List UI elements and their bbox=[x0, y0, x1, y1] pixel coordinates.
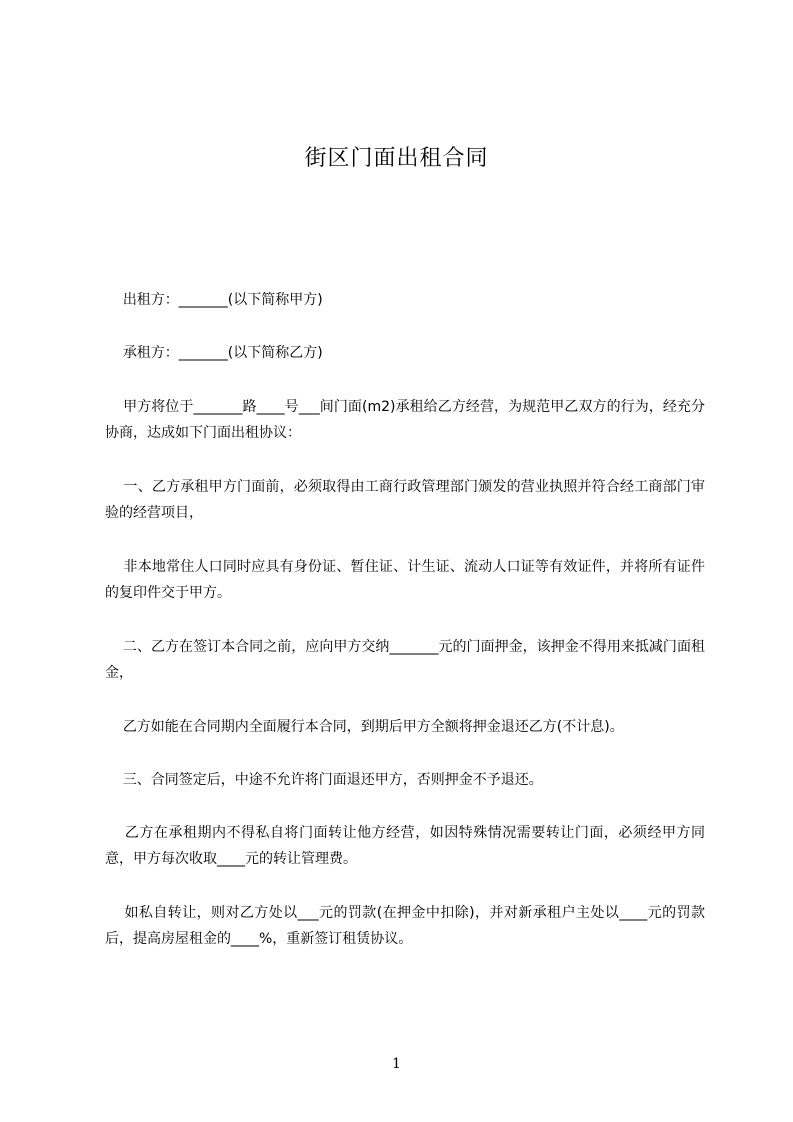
transfer-paragraph: 乙方在承租期内不得私自将门面转让他方经营，如因特殊情况需要转让门面，必须经甲方同意，甲方每次收取____元的转让管理费。 bbox=[105, 825, 705, 867]
intro-paragraph: 甲方将位于_______路____号___间门面(m2)承租给乙方经营，为规范甲乙双方的行为，经充分协商，达成如下门面出租协议： bbox=[105, 399, 706, 441]
lessor-line: 出租方：_______(以下简称甲方) bbox=[105, 292, 323, 308]
clause-2-refund-paragraph: 乙方如能在合同期内全面履行本合同，到期后甲方全额将押金退还乙方(不计息)。 bbox=[105, 719, 624, 735]
clause-1-paragraph: 一、乙方承租甲方门面前，必须取得由工商行政管理部门颁发的营业执照并符合经工商部门审验的经营项目， bbox=[105, 479, 705, 521]
document-title: 街区门面出租合同 bbox=[304, 146, 489, 171]
clause-1-id-paragraph: 非本地常住人口同时应具有身份证、暂住证、计生证、流动人口证等有效证件，并将所有证件的复印件交于甲方。 bbox=[105, 559, 705, 601]
clause-2-paragraph: 二、乙方在签订本合同之前，应向甲方交纳_______元的门面押金，该押金不得用来抵减门面租金， bbox=[105, 639, 705, 681]
penalty-paragraph: 如私自转让，则对乙方处以___元的罚款(在押金中扣除)，并对新承租户主处以____元的罚款后，提高房屋租金的____%，重新签订租赁协议。 bbox=[105, 905, 705, 947]
clause-3-paragraph: 三、合同签定后，中途不允许将门面退还甲方，否则押金不予退还。 bbox=[105, 772, 543, 788]
page-number: 1 bbox=[392, 1056, 401, 1072]
lessee-line: 承租方：_______(以下简称乙方) bbox=[105, 345, 323, 361]
